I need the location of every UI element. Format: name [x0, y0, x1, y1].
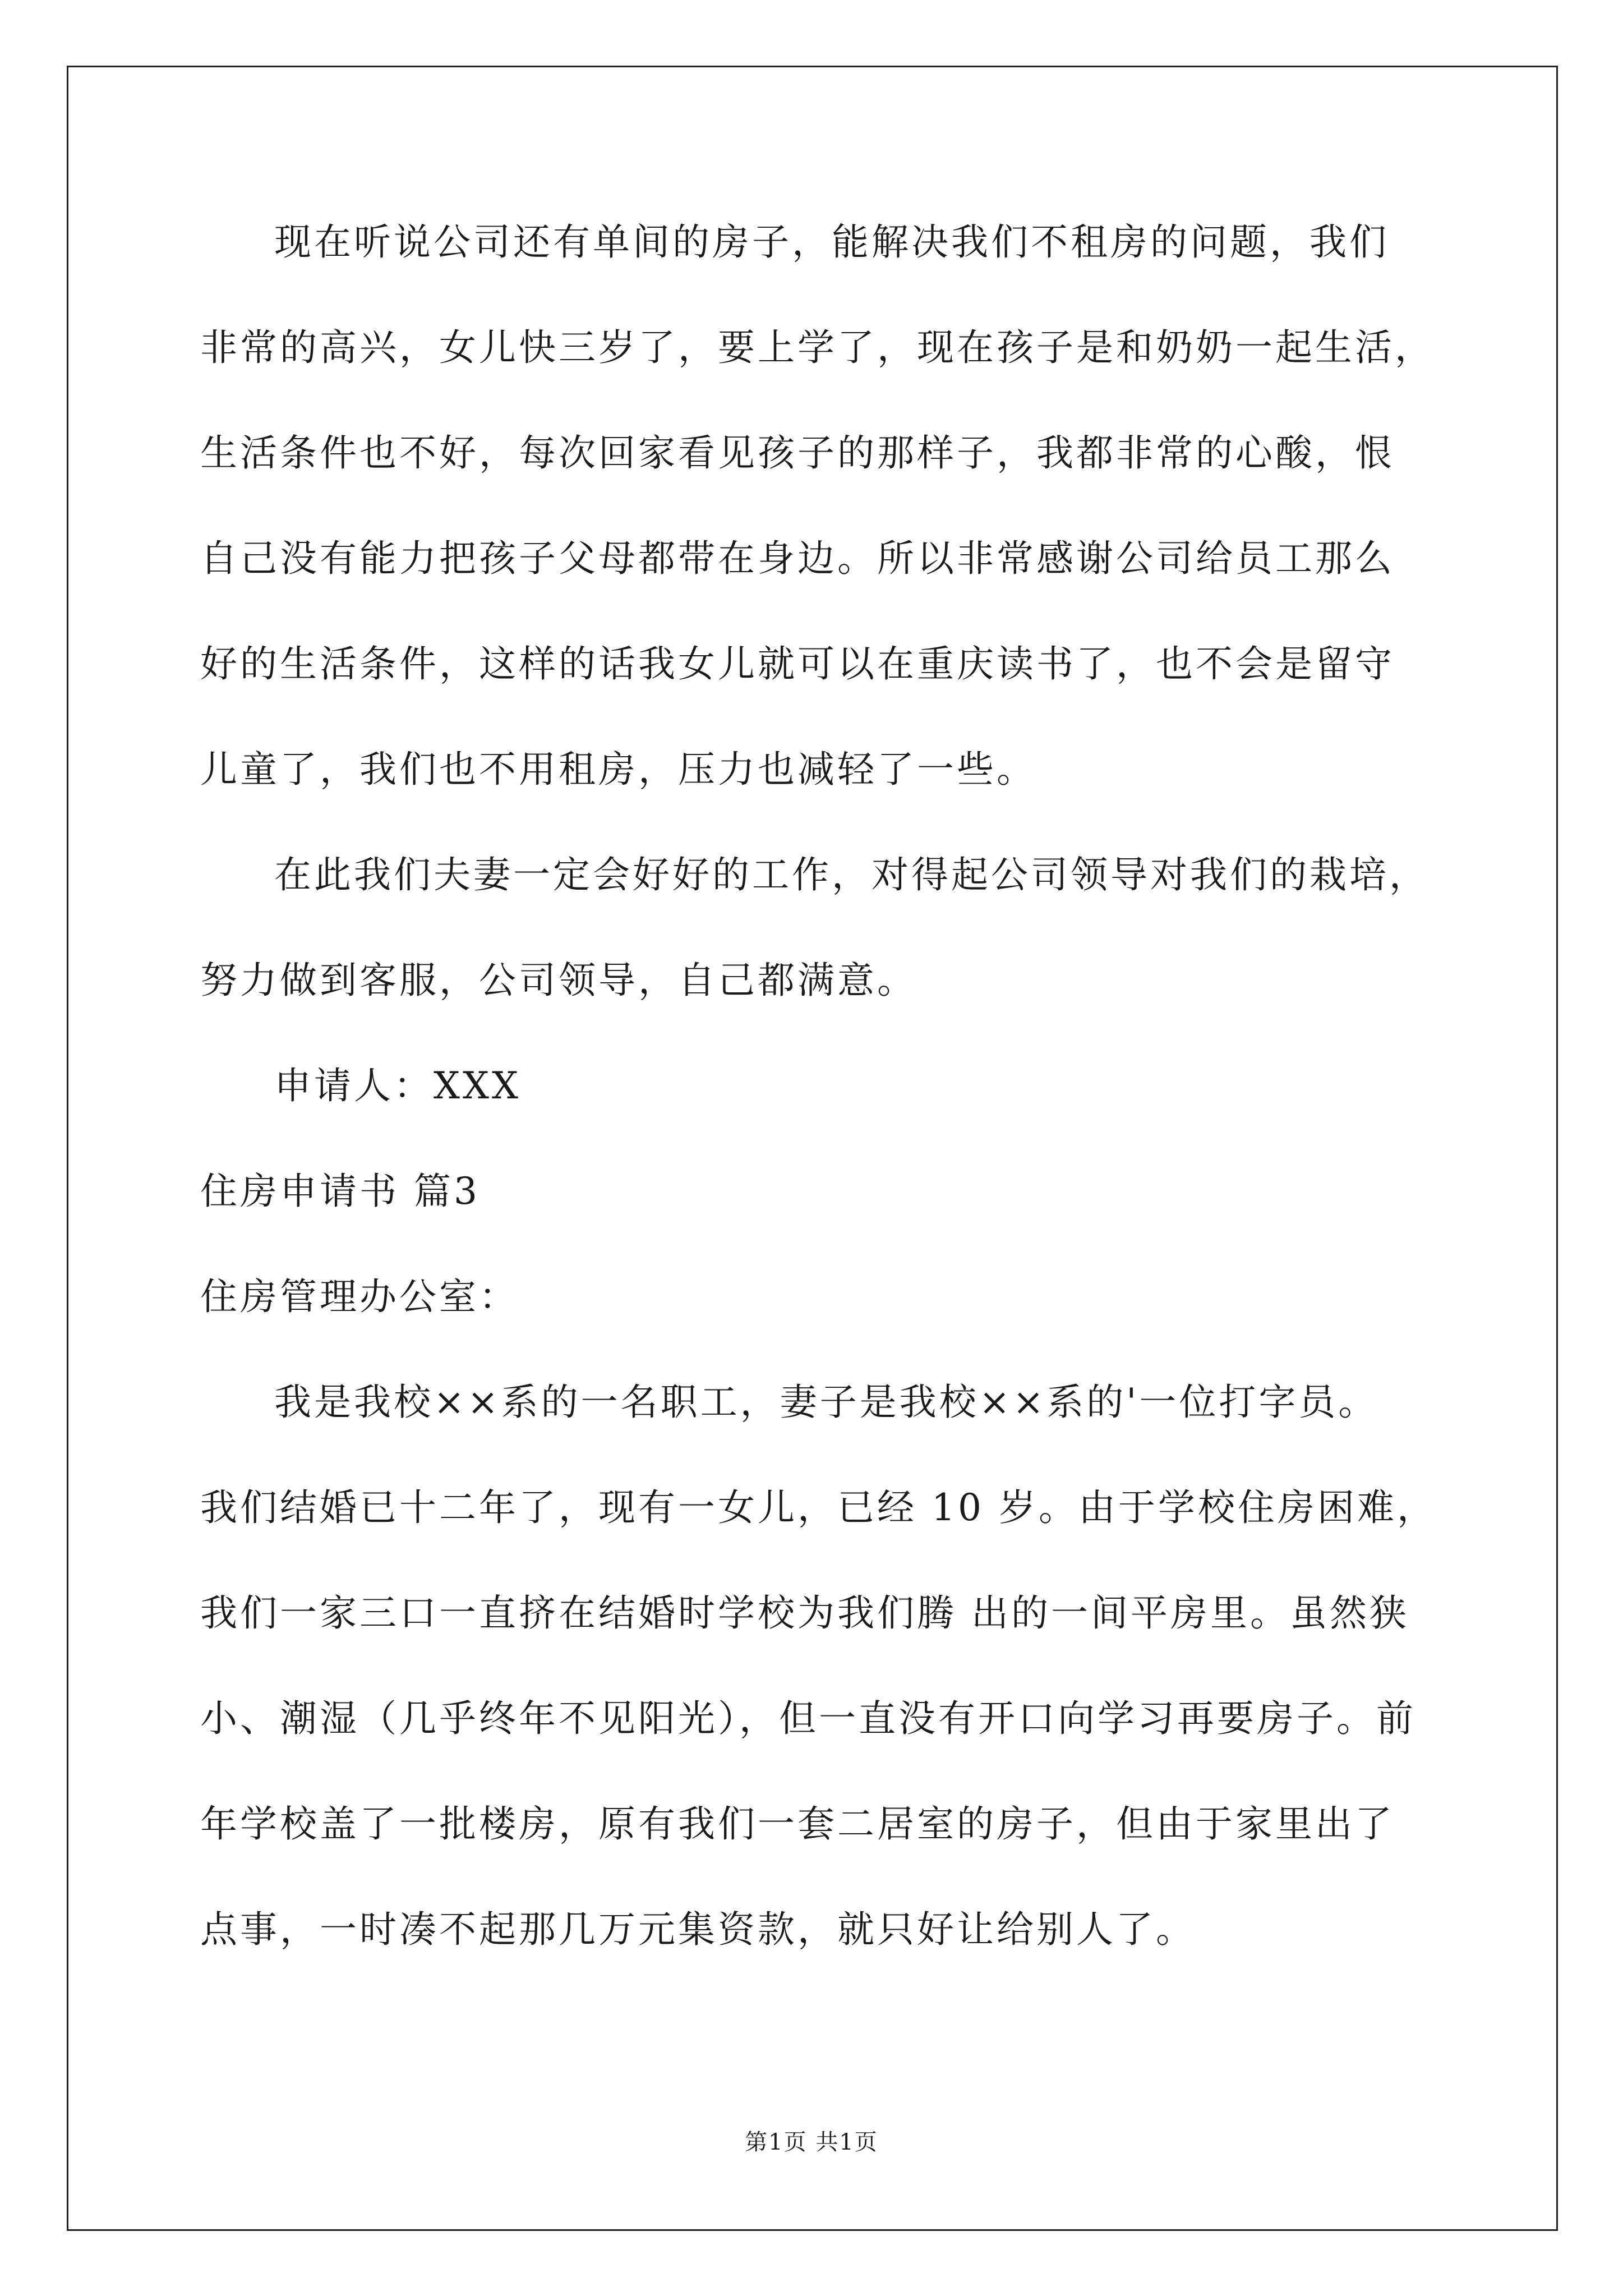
page-border — [67, 66, 1558, 2231]
section-heading: 住房申请书 篇3 — [200, 1170, 480, 1213]
paragraph-line: 年学校盖了一批楼房，原有我们一套二居室的房子，但由于家里出了 — [200, 1802, 1395, 1846]
paragraph-line: 我们结婚已十二年了，现有一女儿，已经 10 岁。由于学校住房困难， — [200, 1486, 1437, 1529]
paragraph-line: 非常的高兴，女儿快三岁了，要上学了，现在孩子是和奶奶一起生活， — [200, 326, 1435, 369]
paragraph-line: 努力做到客服，公司领导，自己都满意。 — [200, 959, 917, 1002]
paragraph-line: 自己没有能力把孩子父母都带在身边。所以非常感谢公司给员工那么 — [200, 537, 1395, 580]
paragraph-line: 点事，一时凑不起那几万元集资款，就只好让给别人了。 — [200, 1908, 1196, 1951]
paragraph-line: 在此我们夫妻一定会好好的工作，对得起公司领导对我们的栽培， — [274, 853, 1429, 896]
paragraph-line: 儿童了，我们也不用租房，压力也减轻了一些。 — [200, 748, 1036, 791]
page-number-footer: 第1页 共1页 — [745, 2129, 878, 2155]
signature-line: 申请人：XXX — [274, 1064, 521, 1107]
salutation: 住房管理办公室： — [200, 1275, 519, 1318]
paragraph-line: 好的生活条件，这样的话我女儿就可以在重庆读书了，也不会是留守 — [200, 642, 1395, 685]
paragraph-line: 生活条件也不好，每次回家看见孩子的那样子，我都非常的心酸，恨 — [200, 431, 1395, 475]
paragraph-line: 我们一家三口一直挤在结婚时学校为我们腾 出的一间平房里。虽然狭 — [200, 1591, 1409, 1635]
paragraph-line: 现在听说公司还有单间的房子，能解决我们不租房的问题，我们 — [274, 220, 1389, 264]
paragraph-line: 小、潮湿（几乎终年不见阳光），但一直没有开口向学习再要房子。前 — [200, 1697, 1416, 1740]
paragraph-line: 我是我校××系的一名职工，妻子是我校××系的'一位打字员。 — [274, 1381, 1378, 1424]
